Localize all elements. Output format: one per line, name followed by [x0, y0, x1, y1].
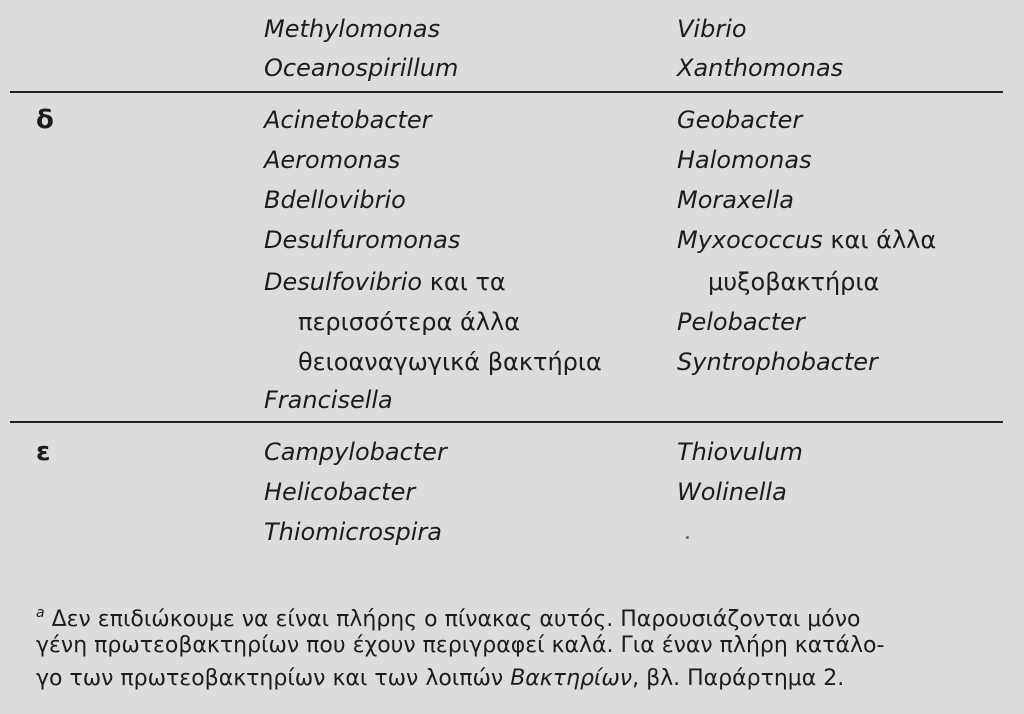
delta-left-item: Aeromonas: [264, 146, 401, 174]
delta-right-item: Pelobacter: [677, 308, 805, 336]
delta-right-item: μυξοβακτήρια: [708, 268, 880, 296]
footnote-line-3: γο των πρωτεοβακτηρίων και των λοιπών Βακτηρίων, βλ. Παράρτημα 2.: [36, 666, 845, 691]
delta-left-item: Francisella: [264, 386, 393, 414]
delta-right-item: Geobacter: [677, 106, 803, 134]
epsilon-left-genus: Thiomicrospira: [264, 518, 442, 546]
delta-left-item: περισσότερα άλλα: [298, 308, 521, 336]
delta-right-item: Syntrophobacter: [677, 348, 878, 376]
delta-left-item: Desulfovibrio και τα: [264, 268, 506, 296]
delta-left-item: Acinetobacter: [264, 106, 432, 134]
delta-left-item: θειοαναγωγικά βακτήρια: [298, 348, 602, 376]
upper-right-genus: Vibrio: [677, 15, 747, 43]
delta-right-item: Moraxella: [677, 186, 794, 214]
footnote-line-2: γένη πρωτεοβακτηρίων που έχουν περιγραφεί καλά. Για έναν πλήρη κατάλο-: [36, 633, 885, 658]
group-label-epsilon: ε: [36, 437, 51, 467]
footnote-line-1: $^a$ Δεν επιδιώκουμε να είναι πλήρης ο πίνακας αυτός. Παρουσιάζονται μόνο: [36, 605, 861, 632]
cut-row-right: [840, 0, 960, 8]
delta-left-item: Bdellovibrio: [264, 186, 406, 214]
epsilon-left-genus: Helicobacter: [264, 478, 416, 506]
rule-top: [10, 91, 1003, 93]
delta-left-item: Desulfuromonas: [264, 226, 461, 254]
delta-right-item: Myxococcus και άλλα: [677, 226, 937, 254]
epsilon-left-genus: Campylobacter: [264, 438, 447, 466]
delta-right-item: Halomonas: [677, 146, 812, 174]
scan-speck: [686, 536, 689, 539]
rule-middle: [10, 421, 1003, 423]
upper-right-genus: Xanthomonas: [677, 54, 844, 82]
cut-row-left: [264, 0, 414, 8]
group-label-delta: δ: [36, 105, 54, 135]
epsilon-right-genus: Thiovulum: [677, 438, 803, 466]
upper-left-genus: Oceanospirillum: [264, 54, 459, 82]
epsilon-right-genus: Wolinella: [677, 478, 787, 506]
upper-left-genus: Methylomonas: [264, 15, 441, 43]
